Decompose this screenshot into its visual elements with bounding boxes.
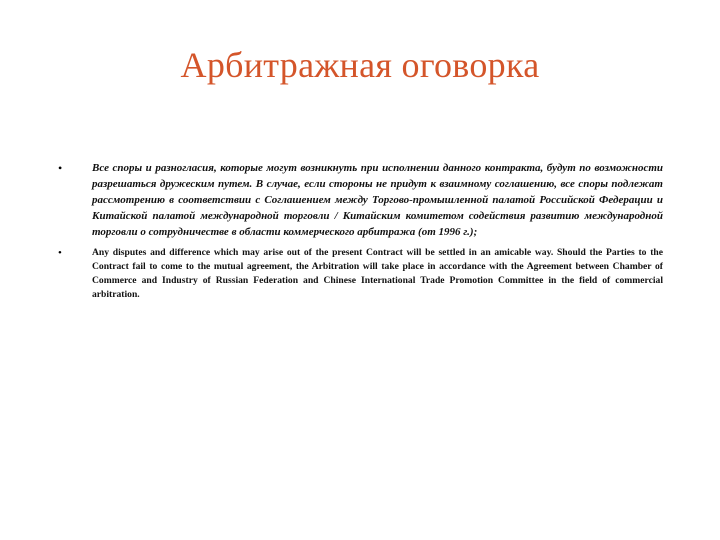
bullet-list [55,160,663,302]
bullet-marker: • [58,161,63,175]
bullet-marker: • [58,247,62,259]
bullet-item-english [55,246,663,302]
bullet-text-english: Any disputes and difference which may arise out of the present Contract will be settled in an amicable way. Should the Parties to the Contract fail to come to the mutual agreement, the Arbitration will take place in accordance with the Agreement between Chamber of Commerce and Industry of Russian Federation and Chinese International Trade Promotion Committee in the field of commercial arbitration. [92,247,663,300]
bullet-text-russian: Все споры и разногласия, которые могут возникнуть при исполнении данного контракта, будут по возможности разрешаться дружеским путем. В случае, если стороны не придут к взаимному соглашению, все споры подлежат рассмотрению в соответствии с Соглашением между Торгово-промышленной палатой Российской Федерации и Китайской палатой международной торговли / Китайским комитетом содействия развитию международной торговли о сотрудничестве в области коммерческого арбитража (от 1996 г.); [92,162,663,238]
slide-title: Арбитражная оговорка [180,45,540,85]
bullet-item-russian [55,160,663,240]
